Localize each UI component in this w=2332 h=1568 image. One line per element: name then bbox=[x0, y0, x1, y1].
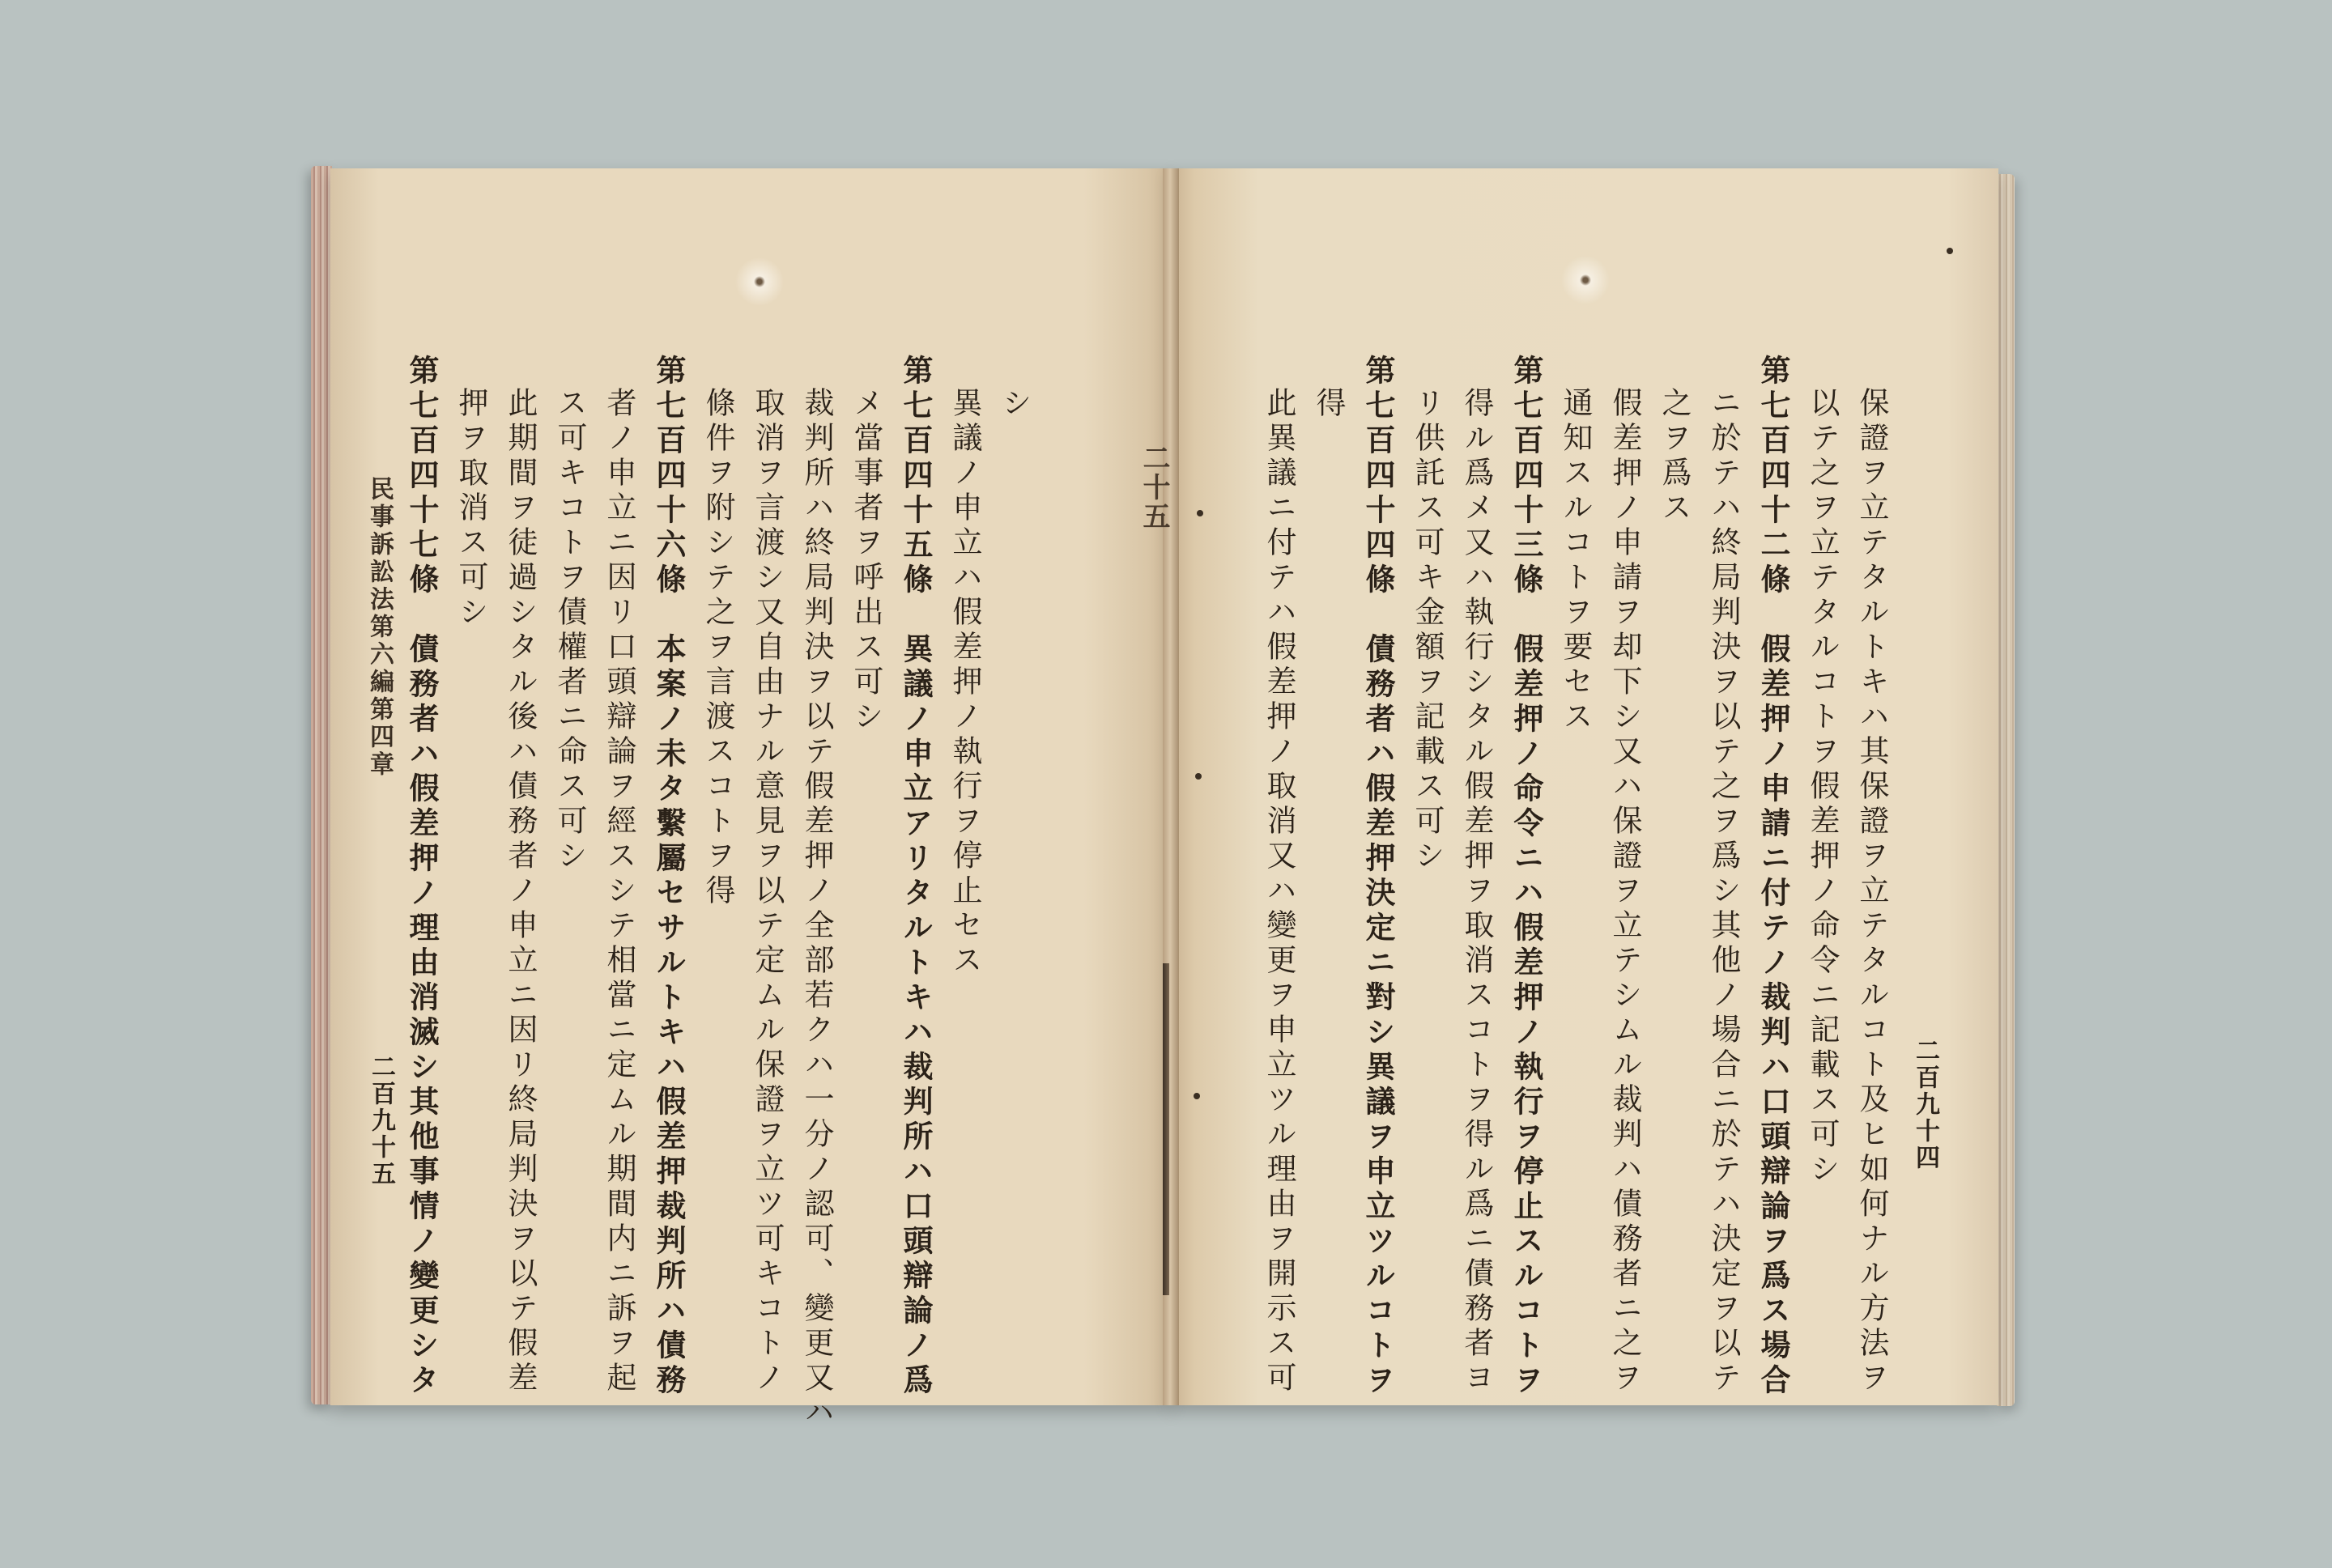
text-column: 異議ノ申立ハ假差押ノ執行ヲ停止セス bbox=[947, 387, 982, 979]
text-column: 之ヲ爲ス bbox=[1657, 387, 1692, 526]
text-column: 得ル爲メ又ハ執行シタル假差押ヲ取消スコトヲ得ル爲ニ債務者ヨ bbox=[1459, 387, 1494, 1396]
article-column: 第七百四十三條 假差押ノ命令ニハ假差押ノ執行ヲ停止スルコトヲ bbox=[1509, 355, 1544, 1399]
text-column: ニ於テハ終局判決ヲ以テ之ヲ爲シ其他ノ場合ニ於テハ決定ヲ以テ bbox=[1706, 387, 1741, 1396]
text-column: 得 bbox=[1311, 387, 1346, 422]
text-column: 此異議ニ付テハ假差押ノ取消又ハ變更ヲ申立ツル理由ヲ開示ス可 bbox=[1262, 387, 1296, 1396]
page-edges-right bbox=[1997, 174, 2015, 1406]
text-column: 者ノ申立ニ因リ口頭辯論ヲ經スシテ相當ニ定ムル期間内ニ訴ヲ起 bbox=[602, 387, 636, 1396]
article-column: 第七百四十七條 債務者ハ假差押ノ理由消滅シ其他事情ノ變更シタ bbox=[404, 355, 440, 1399]
article-column: 第七百四十二條 假差押ノ申請ニ付テノ裁判ハ口頭辯論ヲ爲ス場合 bbox=[1755, 355, 1791, 1399]
article-column: 第七百四十四條 債務者ハ假差押決定ニ對シ異議ヲ申立ツルコトヲ bbox=[1360, 355, 1396, 1399]
text-column: 通知スルコトヲ要セス bbox=[1558, 387, 1593, 735]
dot-mark bbox=[1195, 773, 1202, 780]
dot-mark bbox=[1194, 1093, 1200, 1099]
text-column: 取消ヲ言渡シ又自由ナル意見ヲ以テ定ムル保證ヲ立ツ可キコトノ bbox=[750, 387, 785, 1396]
text-column: シ bbox=[997, 387, 1032, 422]
binding-hole-right bbox=[1561, 256, 1610, 304]
gutter-tear bbox=[1163, 963, 1169, 1295]
text-column: 此期間ヲ徒過シタル後ハ債務者ノ申立ニ因リ終局判決ヲ以テ假差 bbox=[503, 387, 538, 1396]
text-column: 以テ之ヲ立テタルコトヲ假差押ノ命令ニ記載ス可シ bbox=[1805, 387, 1840, 1188]
dot-mark bbox=[1197, 510, 1203, 516]
text-column: 條件ヲ附シテ之ヲ言渡スコトヲ得 bbox=[700, 387, 735, 909]
binding-hole-left bbox=[735, 257, 784, 306]
text-column: 押ヲ取消ス可シ bbox=[453, 387, 488, 631]
article-column: 第七百四十六條 本案ノ未タ繫屬セサルトキハ假差押裁判所ハ債務 bbox=[651, 355, 687, 1399]
article-column: 第七百四十五條 異議ノ申立アリタルトキハ裁判所ハ口頭辯論ノ爲 bbox=[898, 355, 934, 1399]
text-column: ス可キコトヲ債權者ニ命ス可シ bbox=[552, 387, 587, 874]
page-edges-left bbox=[311, 166, 332, 1404]
left-page-number: 二百九十五 bbox=[367, 1054, 395, 1188]
running-header: 民事訴訟法第六編第四章 bbox=[365, 476, 394, 779]
text-column: リ供託ス可キ金額ヲ記載ス可シ bbox=[1410, 387, 1445, 874]
text-column: 假差押ノ申請ヲ却下シ又ハ保證ヲ立テシムル裁判ハ債務者ニ之ヲ bbox=[1607, 387, 1642, 1396]
gutter-mark: 二十五 bbox=[1138, 444, 1170, 531]
text-column: 保證ヲ立テタルトキハ其保證ヲ立テタルコト及ヒ如何ナル方法ヲ bbox=[1854, 387, 1889, 1396]
dot-mark bbox=[1947, 248, 1953, 254]
text-column: 裁判所ハ終局判決ヲ以テ假差押ノ全部若クハ一分ノ認可、變更又ハ bbox=[799, 387, 834, 1431]
right-page-number: 二百九十四 bbox=[1911, 1038, 1939, 1171]
text-column: メ當事者ヲ呼出ス可シ bbox=[849, 387, 883, 735]
